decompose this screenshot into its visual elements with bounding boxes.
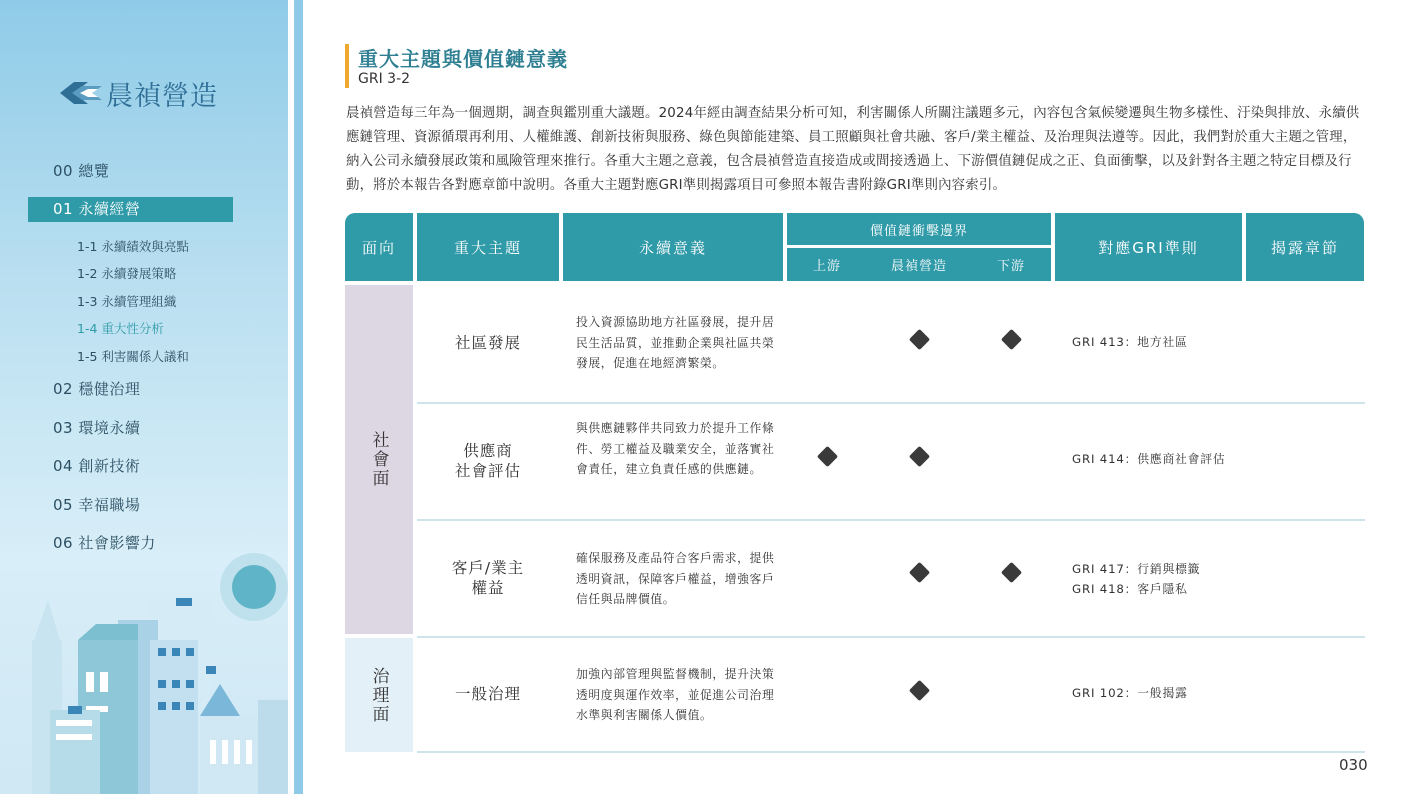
th-downstream: 下游 bbox=[971, 248, 1051, 281]
gri-community: GRI 413：地方社區 bbox=[1072, 335, 1188, 349]
nav-item-environment[interactable]: 03 環境永續 bbox=[53, 419, 141, 437]
company-diamond-icon bbox=[909, 446, 930, 467]
topic-customer bbox=[417, 521, 559, 635]
th-upstream: 上游 bbox=[787, 248, 867, 281]
company-diamond-icon bbox=[909, 562, 930, 583]
page-title: 重大主題與價值鏈意義 bbox=[358, 47, 568, 71]
company-diamond-icon bbox=[909, 680, 930, 701]
downstream-diamond-icon bbox=[1001, 562, 1022, 583]
nav-item-social-impact[interactable]: 06 社會影響力 bbox=[53, 534, 156, 552]
th-dimension: 面向 bbox=[345, 213, 413, 281]
sidebar bbox=[0, 0, 288, 794]
row-divider bbox=[417, 402, 1365, 404]
th-boundary: 價值鏈衝擊邊界 bbox=[787, 213, 1051, 245]
logo-text: 晨禎營造 bbox=[106, 80, 218, 112]
nav-item-sustainable-operation[interactable]: 01 永續經營 bbox=[28, 197, 233, 222]
nav-item-overview[interactable]: 00 總覽 bbox=[53, 162, 110, 180]
company-logo[interactable] bbox=[58, 76, 218, 110]
page-subtitle: GRI 3-2 bbox=[358, 71, 411, 87]
th-topic: 重大主題 bbox=[417, 213, 559, 281]
company-diamond-icon bbox=[909, 329, 930, 350]
meaning-customer: 確保服務及產品符合客戶需求，提供透明資訊，保障客戶權益，增強客戶信任與品牌價值。 bbox=[576, 551, 775, 606]
topic-governance: 一般治理 bbox=[454, 685, 521, 703]
divider-stripe-blue bbox=[294, 0, 303, 794]
gri-supplier: GRI 414：供應商社會評估 bbox=[1072, 452, 1226, 466]
th-chapter: 揭露章節 bbox=[1246, 213, 1364, 281]
nav-sub-stakeholders[interactable]: 1-5 利害關係人議和 bbox=[77, 349, 189, 364]
meaning-governance: 加強內部管理與監督機制，提升決策透明度與運作效率，並促進公司治理水準與利害關係人價值。 bbox=[576, 667, 775, 722]
topic-supplier bbox=[417, 404, 559, 518]
dimension-governance: 治理面 bbox=[345, 638, 413, 752]
row-divider bbox=[417, 636, 1365, 638]
upstream-diamond-icon bbox=[817, 446, 838, 467]
th-meaning: 永續意義 bbox=[563, 213, 783, 281]
row-divider bbox=[417, 751, 1365, 753]
topic-customer-line2: 權益 bbox=[471, 579, 505, 597]
row-divider bbox=[417, 519, 1365, 521]
intro-paragraph: 晨禎營造每三年為一個週期，調查與鑑別重大議題。2024年經由調查結果分析可知，利害關係人所關注議題多元，內容包含氣候變遷與生物多樣性、汙染與排放、永續供應鏈管理、資源循環再利用、人權維護、創新技術與服務、綠色與節能建築、員工照顧與社會共融、客戶/業主權益、及治理與法遵等。因此，我們對於重大主題之管理，納入公司永續發展政策和風險管理來推行。各重大主題之意義，包含晨禎營造直接造成或間接透過上、下游價值鏈促成之正、負面衝擊，以及針對各主題之特定目標及行動，將於本報告各對應章節中說明。各重大主題對應GRI準則揭露項目可參照本報告書附錄GRI準則內容索引。 bbox=[346, 106, 1360, 193]
nav-sub-strategy[interactable]: 1-2 永續發展策略 bbox=[77, 266, 177, 281]
topic-community: 社區發展 bbox=[454, 334, 521, 352]
topic-customer-line1: 客戶/業主 bbox=[451, 559, 525, 577]
meaning-supplier: 與供應鏈夥伴共同致力於提升工作條件、勞工權益及職業安全，並落實社會責任，建立負責任感的供應鏈。 bbox=[576, 421, 775, 476]
nav-item-governance[interactable]: 02 穩健治理 bbox=[53, 380, 141, 398]
nav-sub-materiality[interactable]: 1-4 重大性分析 bbox=[77, 321, 164, 336]
page-number: 030 bbox=[1339, 756, 1368, 774]
logo-mark-icon bbox=[58, 78, 104, 108]
nav-item-innovation[interactable]: 04 創新技術 bbox=[53, 457, 141, 475]
nav-sub-organization[interactable]: 1-3 永續管理組織 bbox=[77, 294, 177, 309]
nav-sub-performance[interactable]: 1-1 永續績效與亮點 bbox=[77, 239, 189, 254]
th-gri: 對應GRI準則 bbox=[1055, 213, 1242, 281]
downstream-diamond-icon bbox=[1001, 329, 1022, 350]
dimension-social: 社會面 bbox=[345, 285, 413, 634]
nav-item-workplace[interactable]: 05 幸福職場 bbox=[53, 496, 141, 514]
th-company: 晨禎營造 bbox=[867, 248, 971, 281]
meaning-community: 投入資源協助地方社區發展，提升居民生活品質，並推動企業與社區共榮發展，促進在地經濟繁榮。 bbox=[576, 315, 775, 370]
title-accent-bar bbox=[345, 44, 349, 88]
topic-supplier-line1: 供應商 bbox=[463, 442, 513, 460]
gri-customer-2: GRI 418：客戶隱私 bbox=[1072, 582, 1188, 596]
gri-customer-1: GRI 417：行銷與標籤 bbox=[1072, 562, 1201, 576]
city-skyline-illustration bbox=[0, 580, 288, 794]
gri-governance: GRI 102：一般揭露 bbox=[1072, 686, 1188, 700]
topic-supplier-line2: 社會評估 bbox=[454, 462, 521, 480]
